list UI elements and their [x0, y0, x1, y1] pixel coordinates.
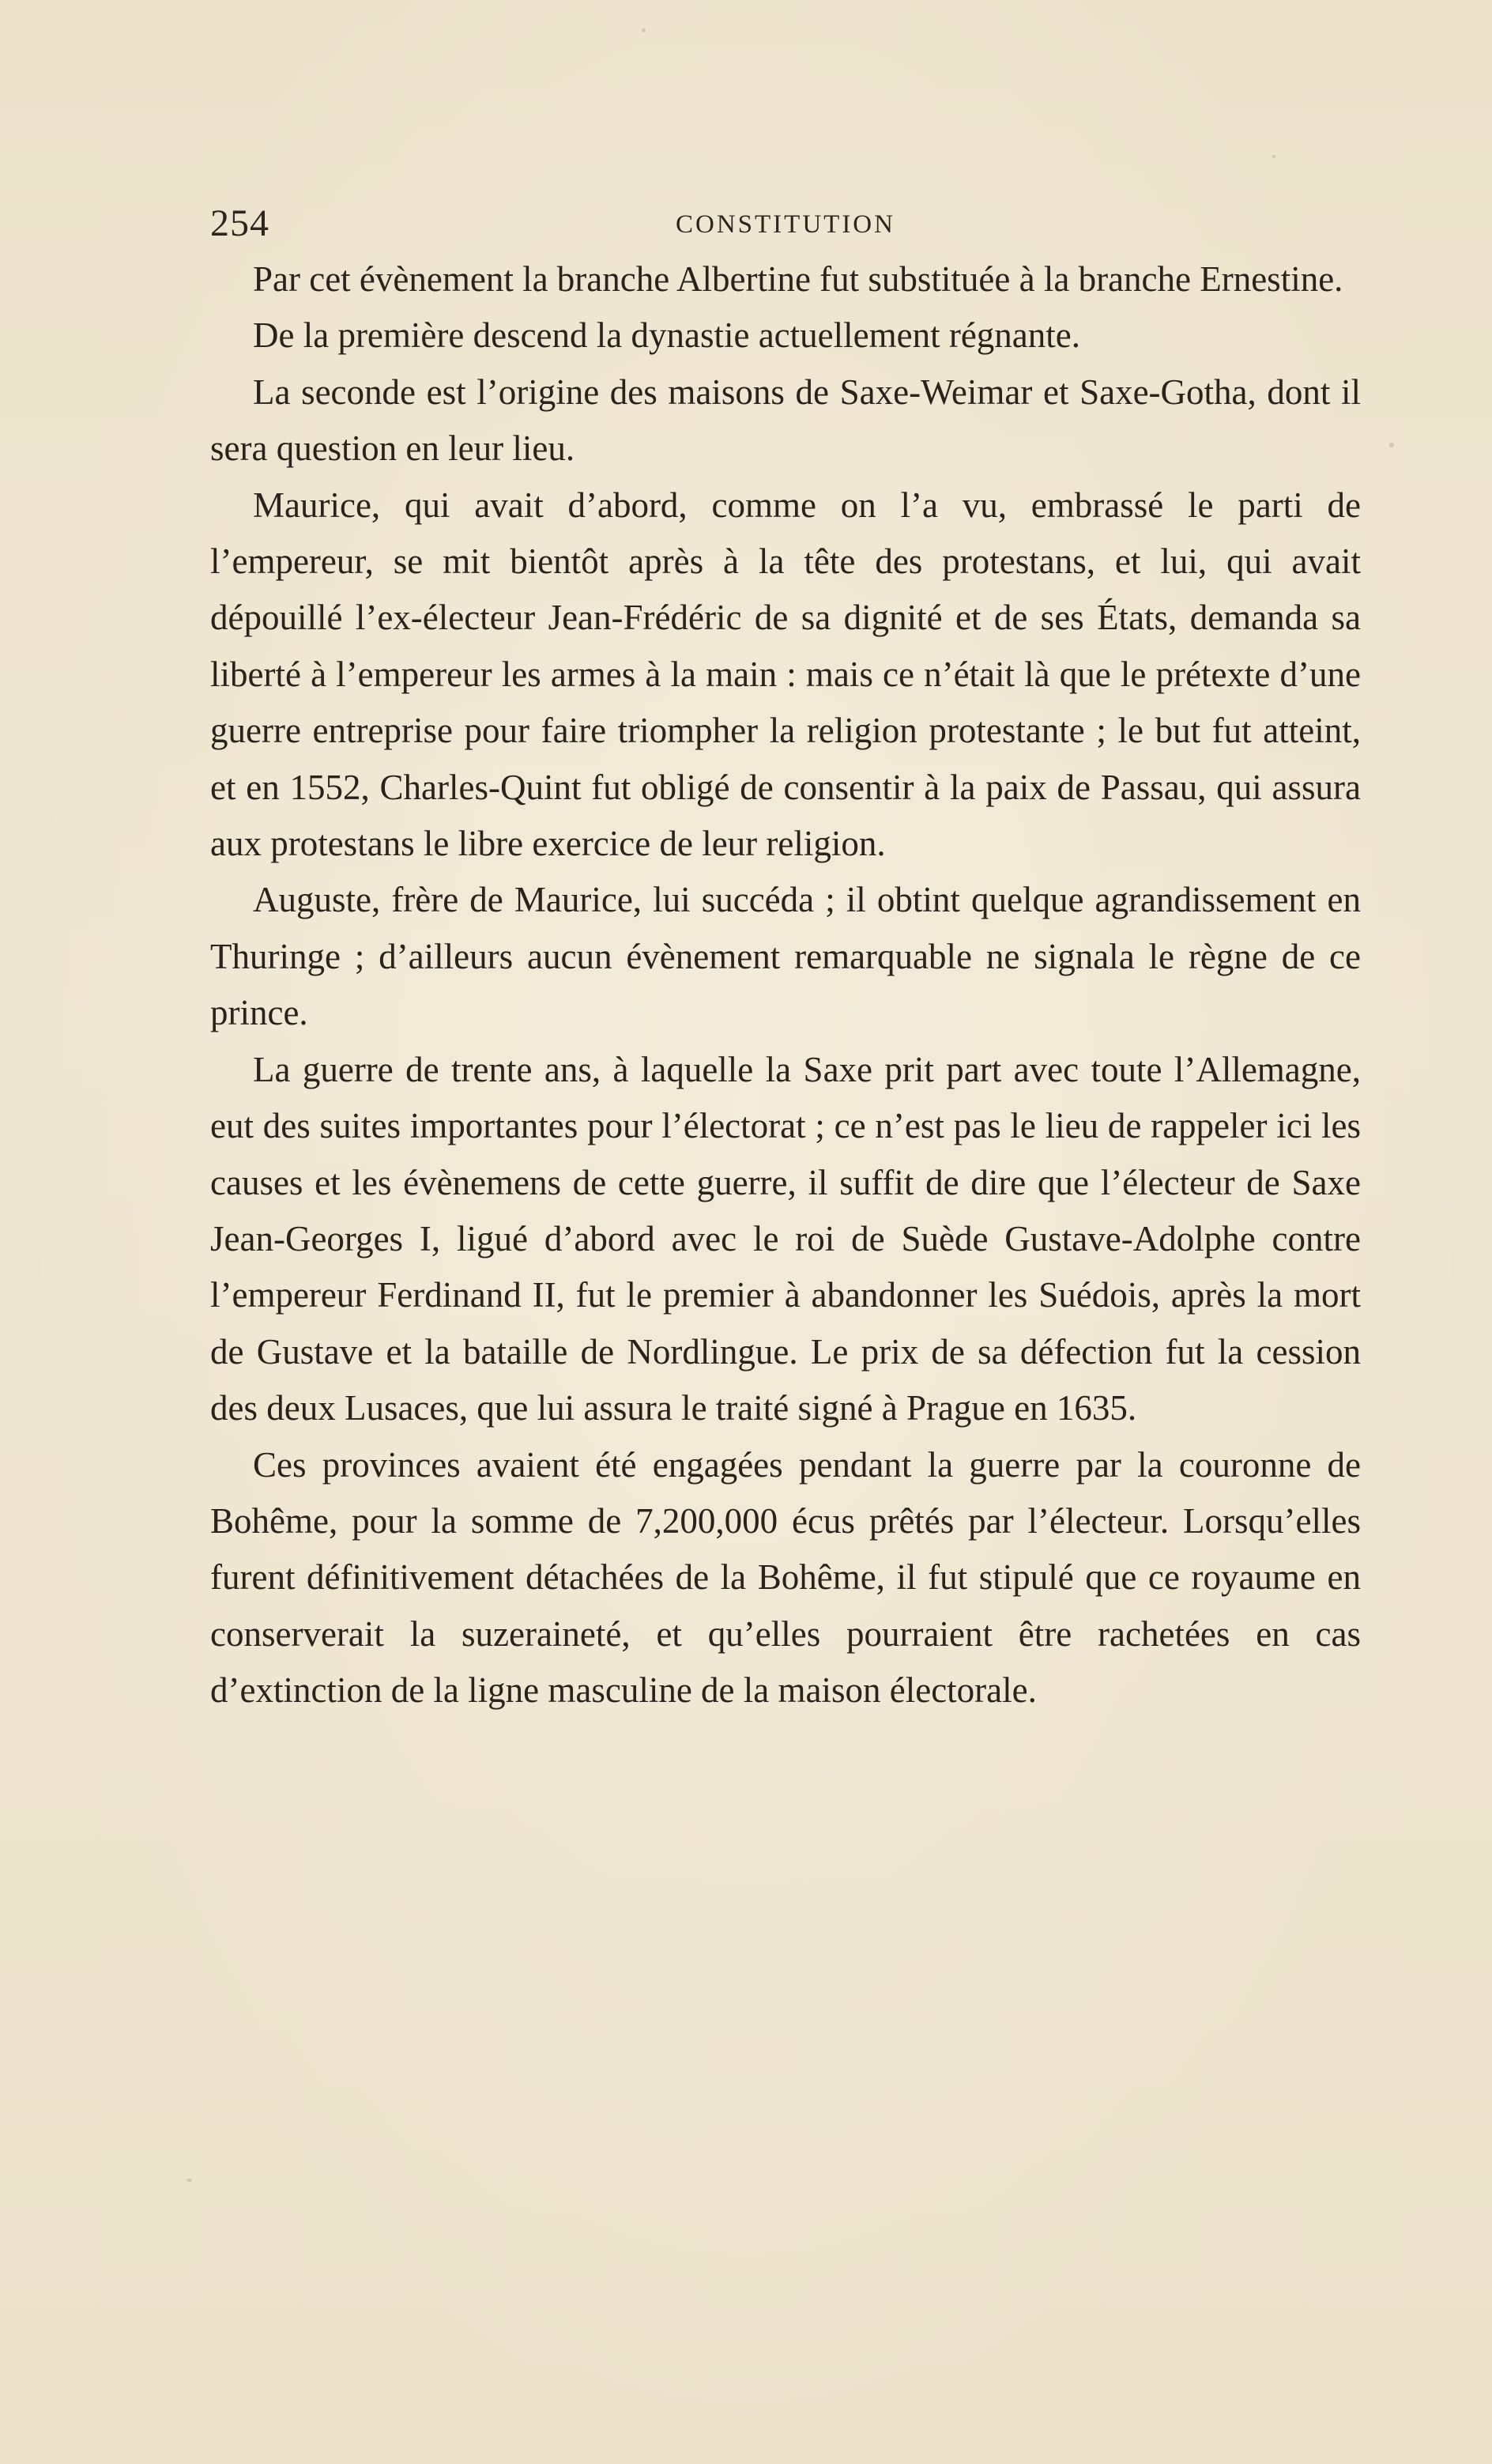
- paper-speck: [1272, 155, 1275, 158]
- paragraph: Ces provinces avaient été engagées pendant la guerre par la couronne de Bohême, pour la somme de 7,200,000 écus prêtés par l’électeur. Lorsqu’elles furent définitivement détachées de la Bohême, il fut stipulé que ce royaume en conserverait la suzeraineté, et qu’elles pourraient être rachetées en cas d’extinction de la ligne masculine de la maison électorale.: [210, 1444, 1361, 1711]
- paragraph: Maurice, qui avait d’abord, comme on l’a vu, embrassé le parti de l’empereur, se mit bientôt après à la tête des protestans, et lui, qui avait dépouillé l’ex-électeur Jean-Frédéric de sa dignité et de ses États, demanda sa liberté à l’empereur les armes à la main : mais ce n’était là que le prétexte d’une guerre entreprise pour faire triompher la religion protestante ; le but fut atteint, et en 1552, Charles-Quint fut obligé de consentir à la paix de Passau, qui assura aux protestans le libre exercice de leur religion.: [210, 485, 1361, 864]
- paper-speck: [186, 2179, 192, 2182]
- paragraph: La guerre de trente ans, à laquelle la Saxe prit part avec toute l’Allemagne, eut des suites importantes pour l’électorat ; ce n’est pas le lieu de rappeler ici les causes et les évènemens de cette guerre, il suffit de dire que l’électeur de Saxe Jean-Georges I, ligué d’abord avec le roi de Suède Gustave-Adolphe contre l’empereur Ferdinand II, fut le premier à abandonner les Suédois, après la mort de Gustave et la bataille de Nordlingue. Le prix de sa défection fut la cession des deux Lusaces, que lui assura le traité signé à Prague en 1635.: [210, 1049, 1361, 1428]
- paper-speck: [642, 28, 646, 32]
- paragraph: La seconde est l’origine des maisons de Saxe-Weimar et Saxe-Gotha, dont il sera question en leur lieu.: [210, 372, 1361, 469]
- body-text: [210, 251, 1361, 1719]
- paragraph: De la première descend la dynastie actuellement régnante.: [253, 315, 1080, 356]
- paper-speck: [1389, 443, 1394, 447]
- running-title: CONSTITUTION: [676, 210, 895, 239]
- page-number: 254: [210, 202, 269, 244]
- paragraph: Par cet évènement la branche Albertine fut substituée à la branche Ernestine.: [253, 259, 1343, 299]
- running-head: [210, 196, 1361, 251]
- paragraph: Auguste, frère de Maurice, lui succéda ; il obtint quelque agrandissement en Thuringe ; d’ailleurs aucun évènement remarquable ne signala le règne de ce prince.: [210, 880, 1361, 1033]
